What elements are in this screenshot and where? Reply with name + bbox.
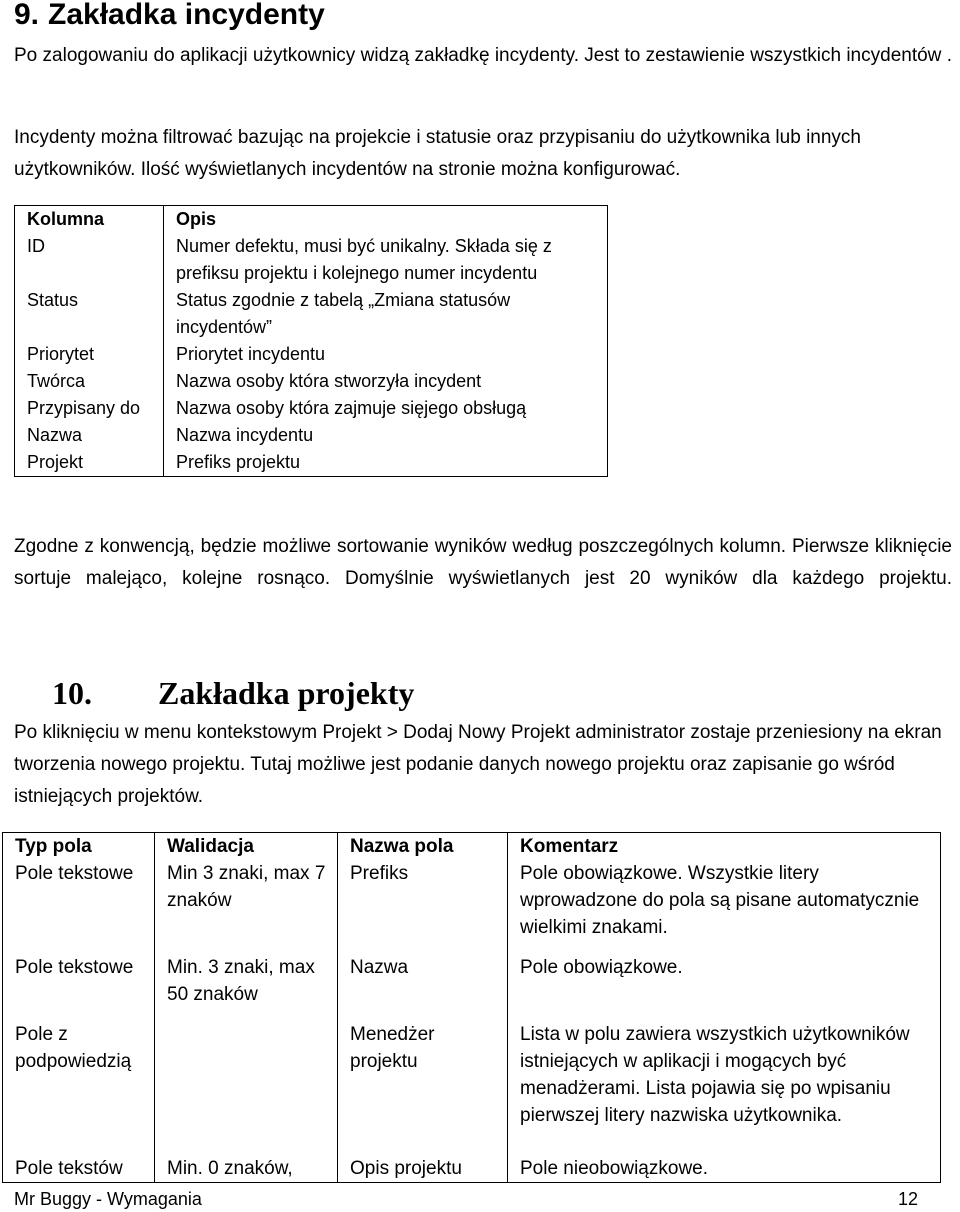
table-cell: Nazwa incydentu bbox=[164, 422, 608, 449]
table-header-cell: Typ pola bbox=[3, 833, 155, 861]
page-number: 12 bbox=[898, 1189, 919, 1209]
section-10-title: Zakładka projekty bbox=[158, 675, 415, 711]
table-header-cell: Opis bbox=[164, 206, 608, 234]
table-cell: Pole obowiązkowe. bbox=[508, 954, 941, 1021]
table-row bbox=[15, 449, 608, 477]
table-row bbox=[3, 954, 941, 1021]
table-cell: Min. 3 znaki, max 50 znaków bbox=[155, 954, 338, 1021]
table-cell: Nazwa osoby która stworzyła incydent bbox=[164, 368, 608, 395]
section-9-paragraph-2: Incydenty można filtrować bazując na projekcie i statusie oraz przypisaniu do użytkownika lub innych użytkowników. Ilość wyświetlanych incydentów na stronie można konfigurować. bbox=[14, 127, 861, 180]
table-cell bbox=[155, 1021, 338, 1155]
table-row bbox=[15, 287, 608, 341]
table-cell: Nazwa bbox=[338, 954, 508, 1021]
table-row bbox=[15, 341, 608, 368]
section-9-heading bbox=[14, 0, 325, 34]
table-cell: Pole nieobowiązkowe. bbox=[508, 1155, 941, 1183]
table-cell: Prefiks projektu bbox=[164, 449, 608, 477]
table-cell: Nazwa osoby która zajmuje sięjego obsługą bbox=[164, 395, 608, 422]
incidents-columns-table bbox=[14, 205, 608, 477]
table-cell: Status bbox=[15, 287, 164, 341]
table-cell: Opis projektu bbox=[338, 1155, 508, 1183]
table-row bbox=[15, 233, 608, 287]
table-header-row bbox=[3, 833, 941, 861]
table-cell: Nazwa bbox=[15, 422, 164, 449]
table-cell: Lista w polu zawiera wszystkich użytkowników istniejących w aplikacji i mogących być menadżerami. Lista pojawia się po wpisaniu pierwszej litery nazwiska użytkownika. bbox=[508, 1021, 941, 1155]
table-header-row bbox=[15, 206, 608, 234]
table-row bbox=[15, 368, 608, 395]
table-cell: Priorytet incydentu bbox=[164, 341, 608, 368]
table-row bbox=[15, 395, 608, 422]
table-cell: Pole tekstów bbox=[3, 1155, 155, 1183]
section-10-paragraph-1: Po kliknięciu w menu kontekstowym Projekt > Dodaj Nowy Projekt administrator zostaje przeniesiony na ekran tworzenia nowego projektu. Tutaj możliwe jest podanie danych nowego projektu oraz zapisanie go wśród istniejących projektów. bbox=[14, 722, 942, 807]
table-header-cell: Nazwa pola bbox=[338, 833, 508, 861]
table-cell: Projekt bbox=[15, 449, 164, 477]
section-10-number: 10. bbox=[52, 675, 92, 711]
table-row bbox=[3, 860, 941, 954]
section-9-paragraph-3: Zgodne z konwencją, będzie możliwe sortowanie wyników według poszczególnych kolumn. Pierwsze kliknięcie sortuje malejąco, kolejne rosnąco. Domyślnie wyświetlanych jest 20 wyników dla każdego projektu. bbox=[14, 536, 952, 589]
project-fields-table bbox=[2, 832, 941, 1183]
footer-title: Mr Buggy - Wymagania bbox=[14, 1189, 202, 1209]
table-cell: Prefiks bbox=[338, 860, 508, 954]
table-cell: Pole obowiązkowe. Wszystkie litery wprowadzone do pola są pisane automatycznie wielkimi znakami. bbox=[508, 860, 941, 954]
section-10-heading bbox=[52, 673, 414, 713]
table-cell: Pole tekstowe bbox=[3, 860, 155, 954]
table-cell: Twórca bbox=[15, 368, 164, 395]
table-cell: Przypisany do bbox=[15, 395, 164, 422]
table-header-cell: Komentarz bbox=[508, 833, 941, 861]
table-row bbox=[3, 1155, 941, 1183]
table-header-cell: Walidacja bbox=[155, 833, 338, 861]
section-9-paragraph-1: Po zalogowaniu do aplikacji użytkownicy widzą zakładkę incydenty. Jest to zestawienie wszystkich incydentów . bbox=[14, 45, 952, 66]
table-cell: Pole z podpowiedzią bbox=[3, 1021, 155, 1155]
table-row bbox=[3, 1021, 941, 1155]
section-9-number: 9. bbox=[14, 0, 40, 31]
table-cell: Min. 0 znaków, bbox=[155, 1155, 338, 1183]
table-cell: Priorytet bbox=[15, 341, 164, 368]
table-header-cell: Kolumna bbox=[15, 206, 164, 234]
table-cell: Min 3 znaki, max 7 znaków bbox=[155, 860, 338, 954]
table-cell: Status zgodnie z tabelą „Zmiana statusów incydentów” bbox=[164, 287, 608, 341]
table-row bbox=[15, 422, 608, 449]
table-cell: ID bbox=[15, 233, 164, 287]
table-cell: Menedżer projektu bbox=[338, 1021, 508, 1155]
section-9-title: Zakładka incydenty bbox=[48, 0, 325, 31]
table-cell: Pole tekstowe bbox=[3, 954, 155, 1021]
table-cell: Numer defektu, musi być unikalny. Składa się z prefiksu projektu i kolejnego numer incydentu bbox=[164, 233, 608, 287]
